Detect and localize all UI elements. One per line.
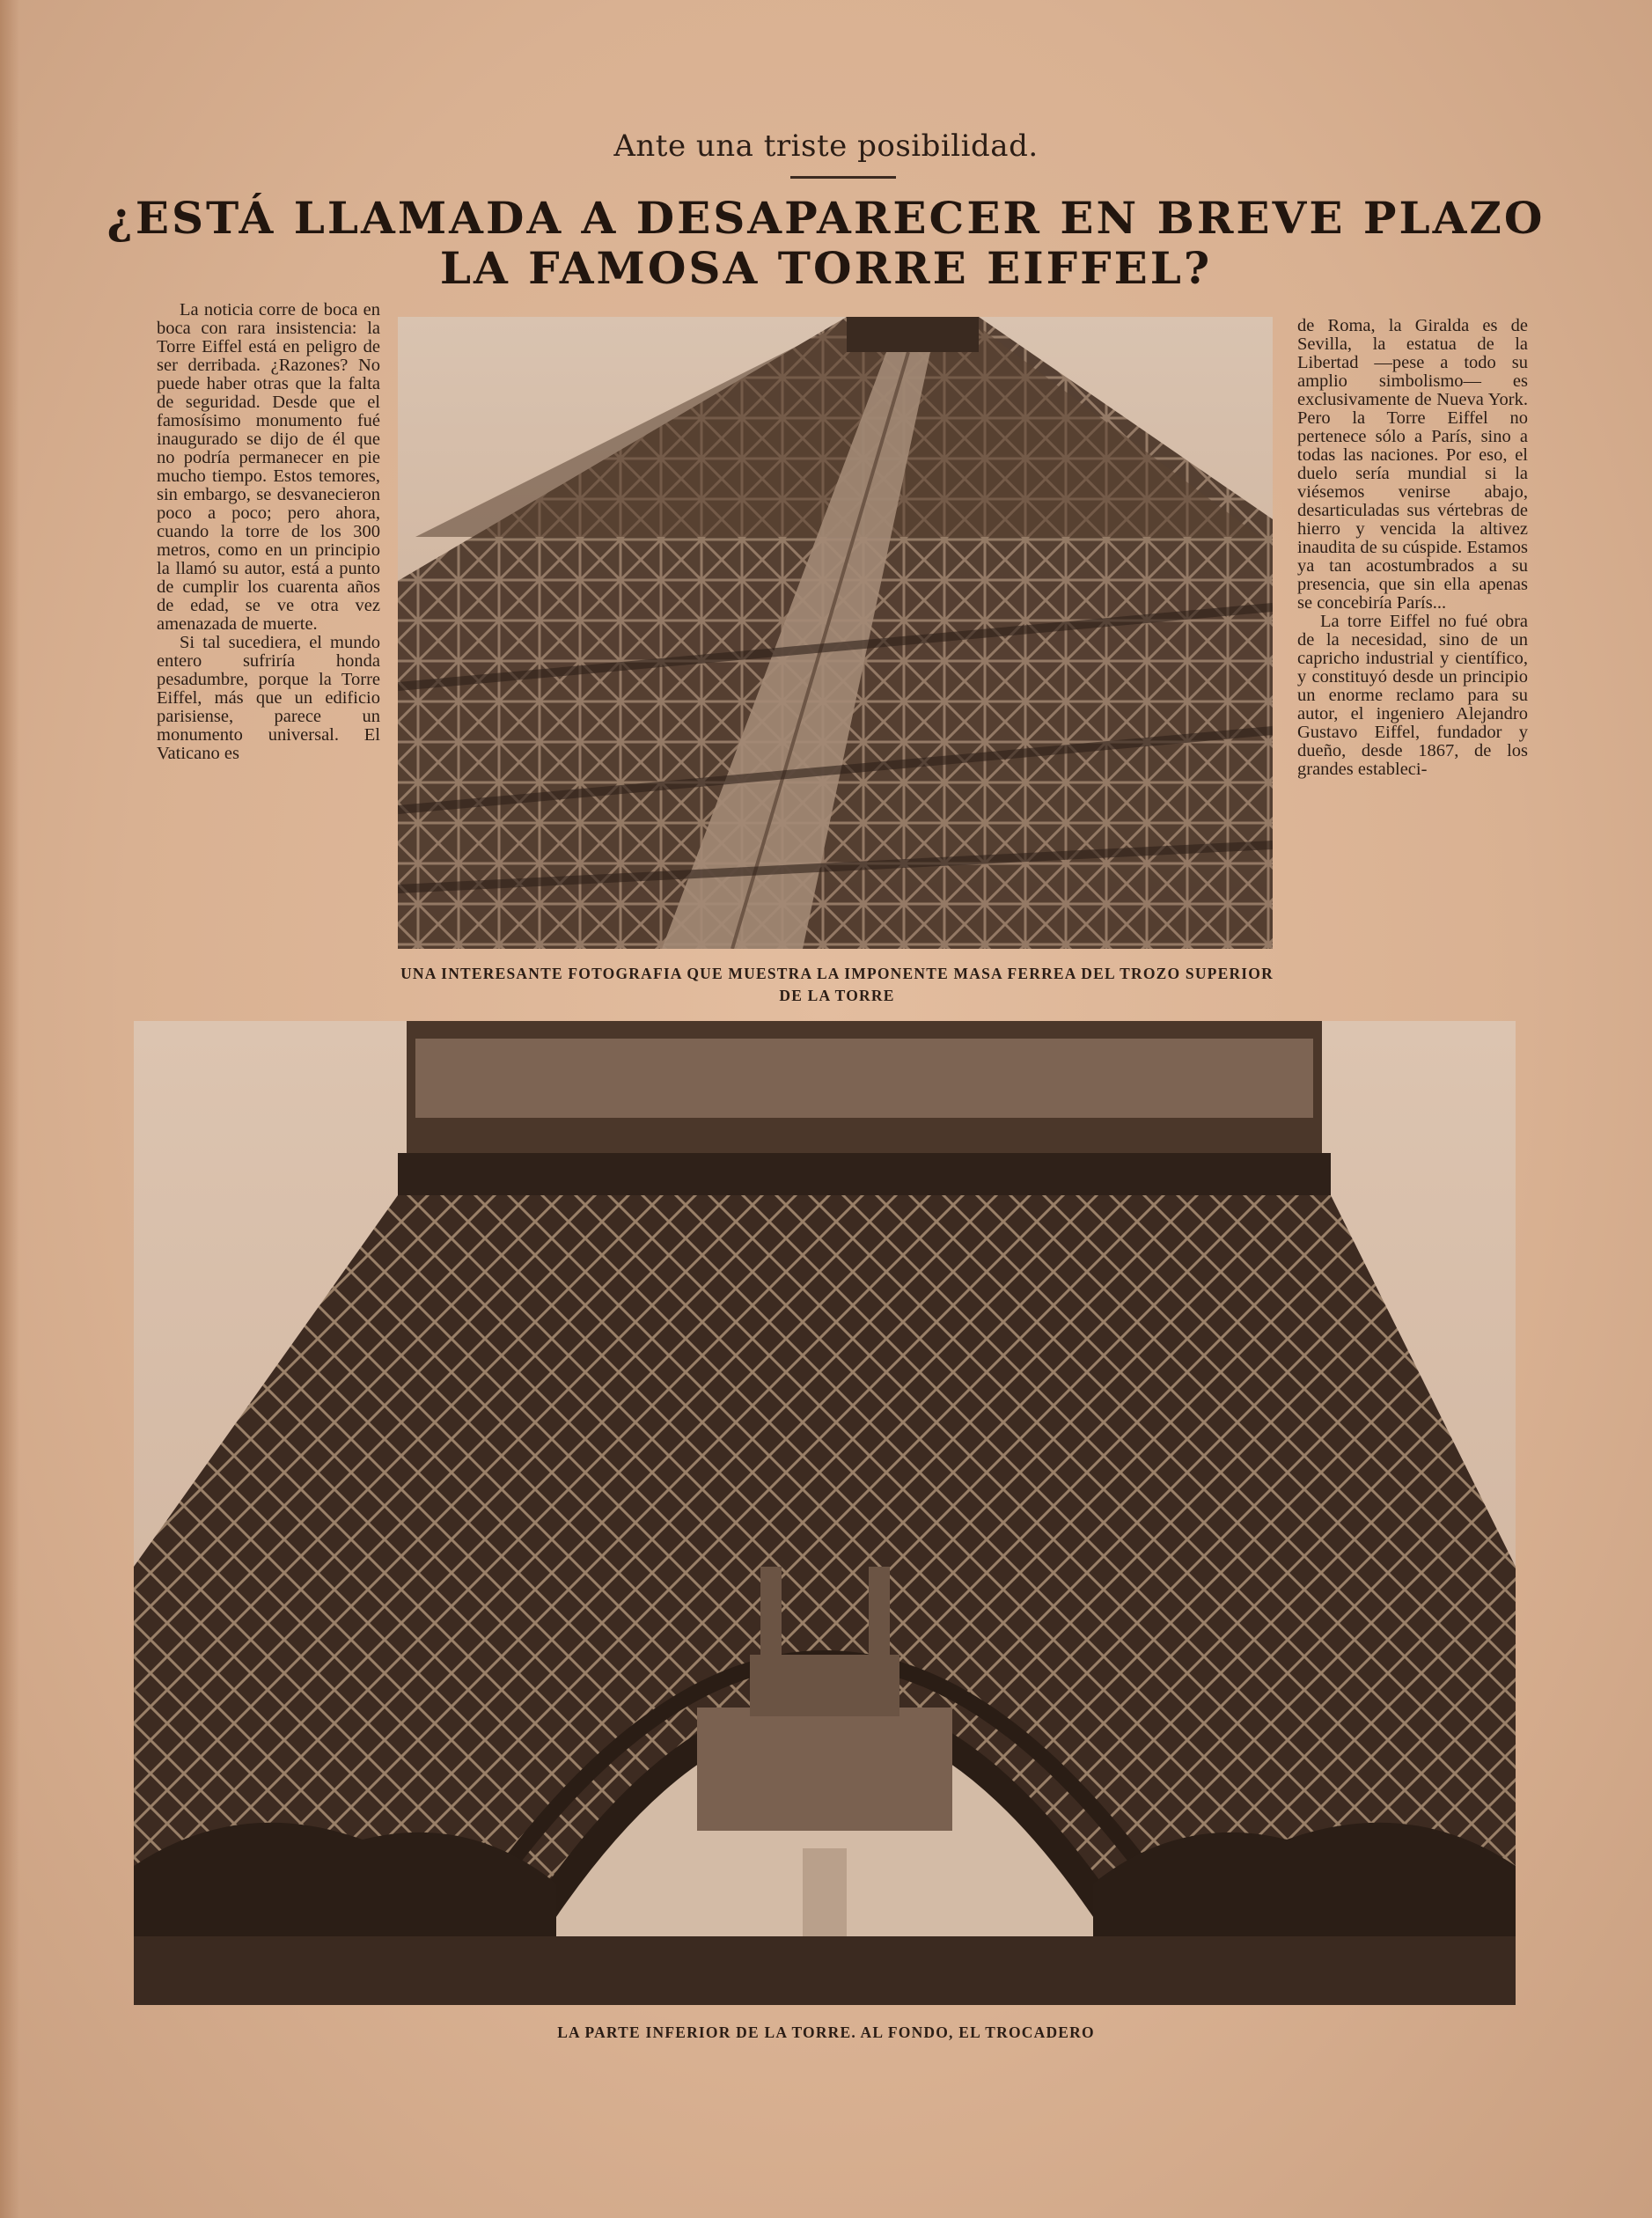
kicker-rule [790, 176, 896, 179]
upper-photo-caption: UNA INTERESANTE FOTOGRAFIA QUE MUESTRA LA IMPONENTE MASA FERREA DEL TROZO SUPERIOR DE LA TORRE [400, 965, 1274, 1004]
right-paragraph-2: La torre Eiffel no fué obra de la necesidad, sino de un capricho industrial y científico, y constituyó desde un principio un enorme reclamo para su autor, el ingeniero Alejandro Gustavo Eiffel, fundador y dueño, desde 1867, de los grandes estableci- [1297, 612, 1528, 779]
tower-upper-illustration [398, 317, 1273, 949]
lower-photo-caption: LA PARTE INFERIOR DE LA TORRE. AL FONDO, EL TROCADERO [557, 2023, 1095, 2041]
right-text-column [1297, 317, 1528, 779]
tower-lower-illustration [134, 1021, 1516, 2005]
tower-upper-photo [398, 317, 1273, 949]
tower-lower-photo [134, 1021, 1516, 2005]
article-kicker: Ante una triste posibilidad. [613, 129, 1039, 164]
left-text-column [157, 301, 380, 763]
page-edge-shadow [0, 0, 19, 2218]
headline-line-1: ¿ESTÁ LLAMADA A DESAPARECER EN BREVE PLAZO [106, 192, 1546, 244]
left-paragraph-2: Si tal sucediera, el mundo entero sufriría honda pesadumbre, porque la Torre Eiffel, más que un edificio parisiense, parece un monumento universal. El Vaticano es [157, 633, 380, 763]
headline-line-2: LA FAMOSA TORRE EIFFEL? [439, 242, 1213, 294]
left-paragraph-1: La noticia corre de boca en boca con rara insistencia: la Torre Eiffel está en peligro de ser derribada. ¿Razones? No puede haber otras que la falta de seguridad. Desde que el famosísimo monumento fué inaugurado se dijo de él que no podría permanecer en pie mucho tiempo. Estos temores, sin embargo, se desvanecieron poco a poco; pero ahora, cuando la torre de los 300 metros, como en un principio la llamó su autor, está a punto de cumplir los cuarenta años de edad, se ve otra vez amenazada de muerte. [157, 300, 380, 634]
right-paragraph-1: de Roma, la Giralda es de Sevilla, la estatua de la Libertad —pese a todo su amplio simbolismo— es exclusivamente de Nueva York. Pero la Torre Eiffel no pertenece sólo a París, sino a todas las naciones. Por eso, el duelo sería mundial si la viésemos venirse abajo, desarticuladas sus vértebras de hierro y vencida la altivez inaudita de su cúspide. Estamos ya tan acostumbrados a su presencia, que sin ella apenas se concebiría París... [1297, 316, 1528, 613]
